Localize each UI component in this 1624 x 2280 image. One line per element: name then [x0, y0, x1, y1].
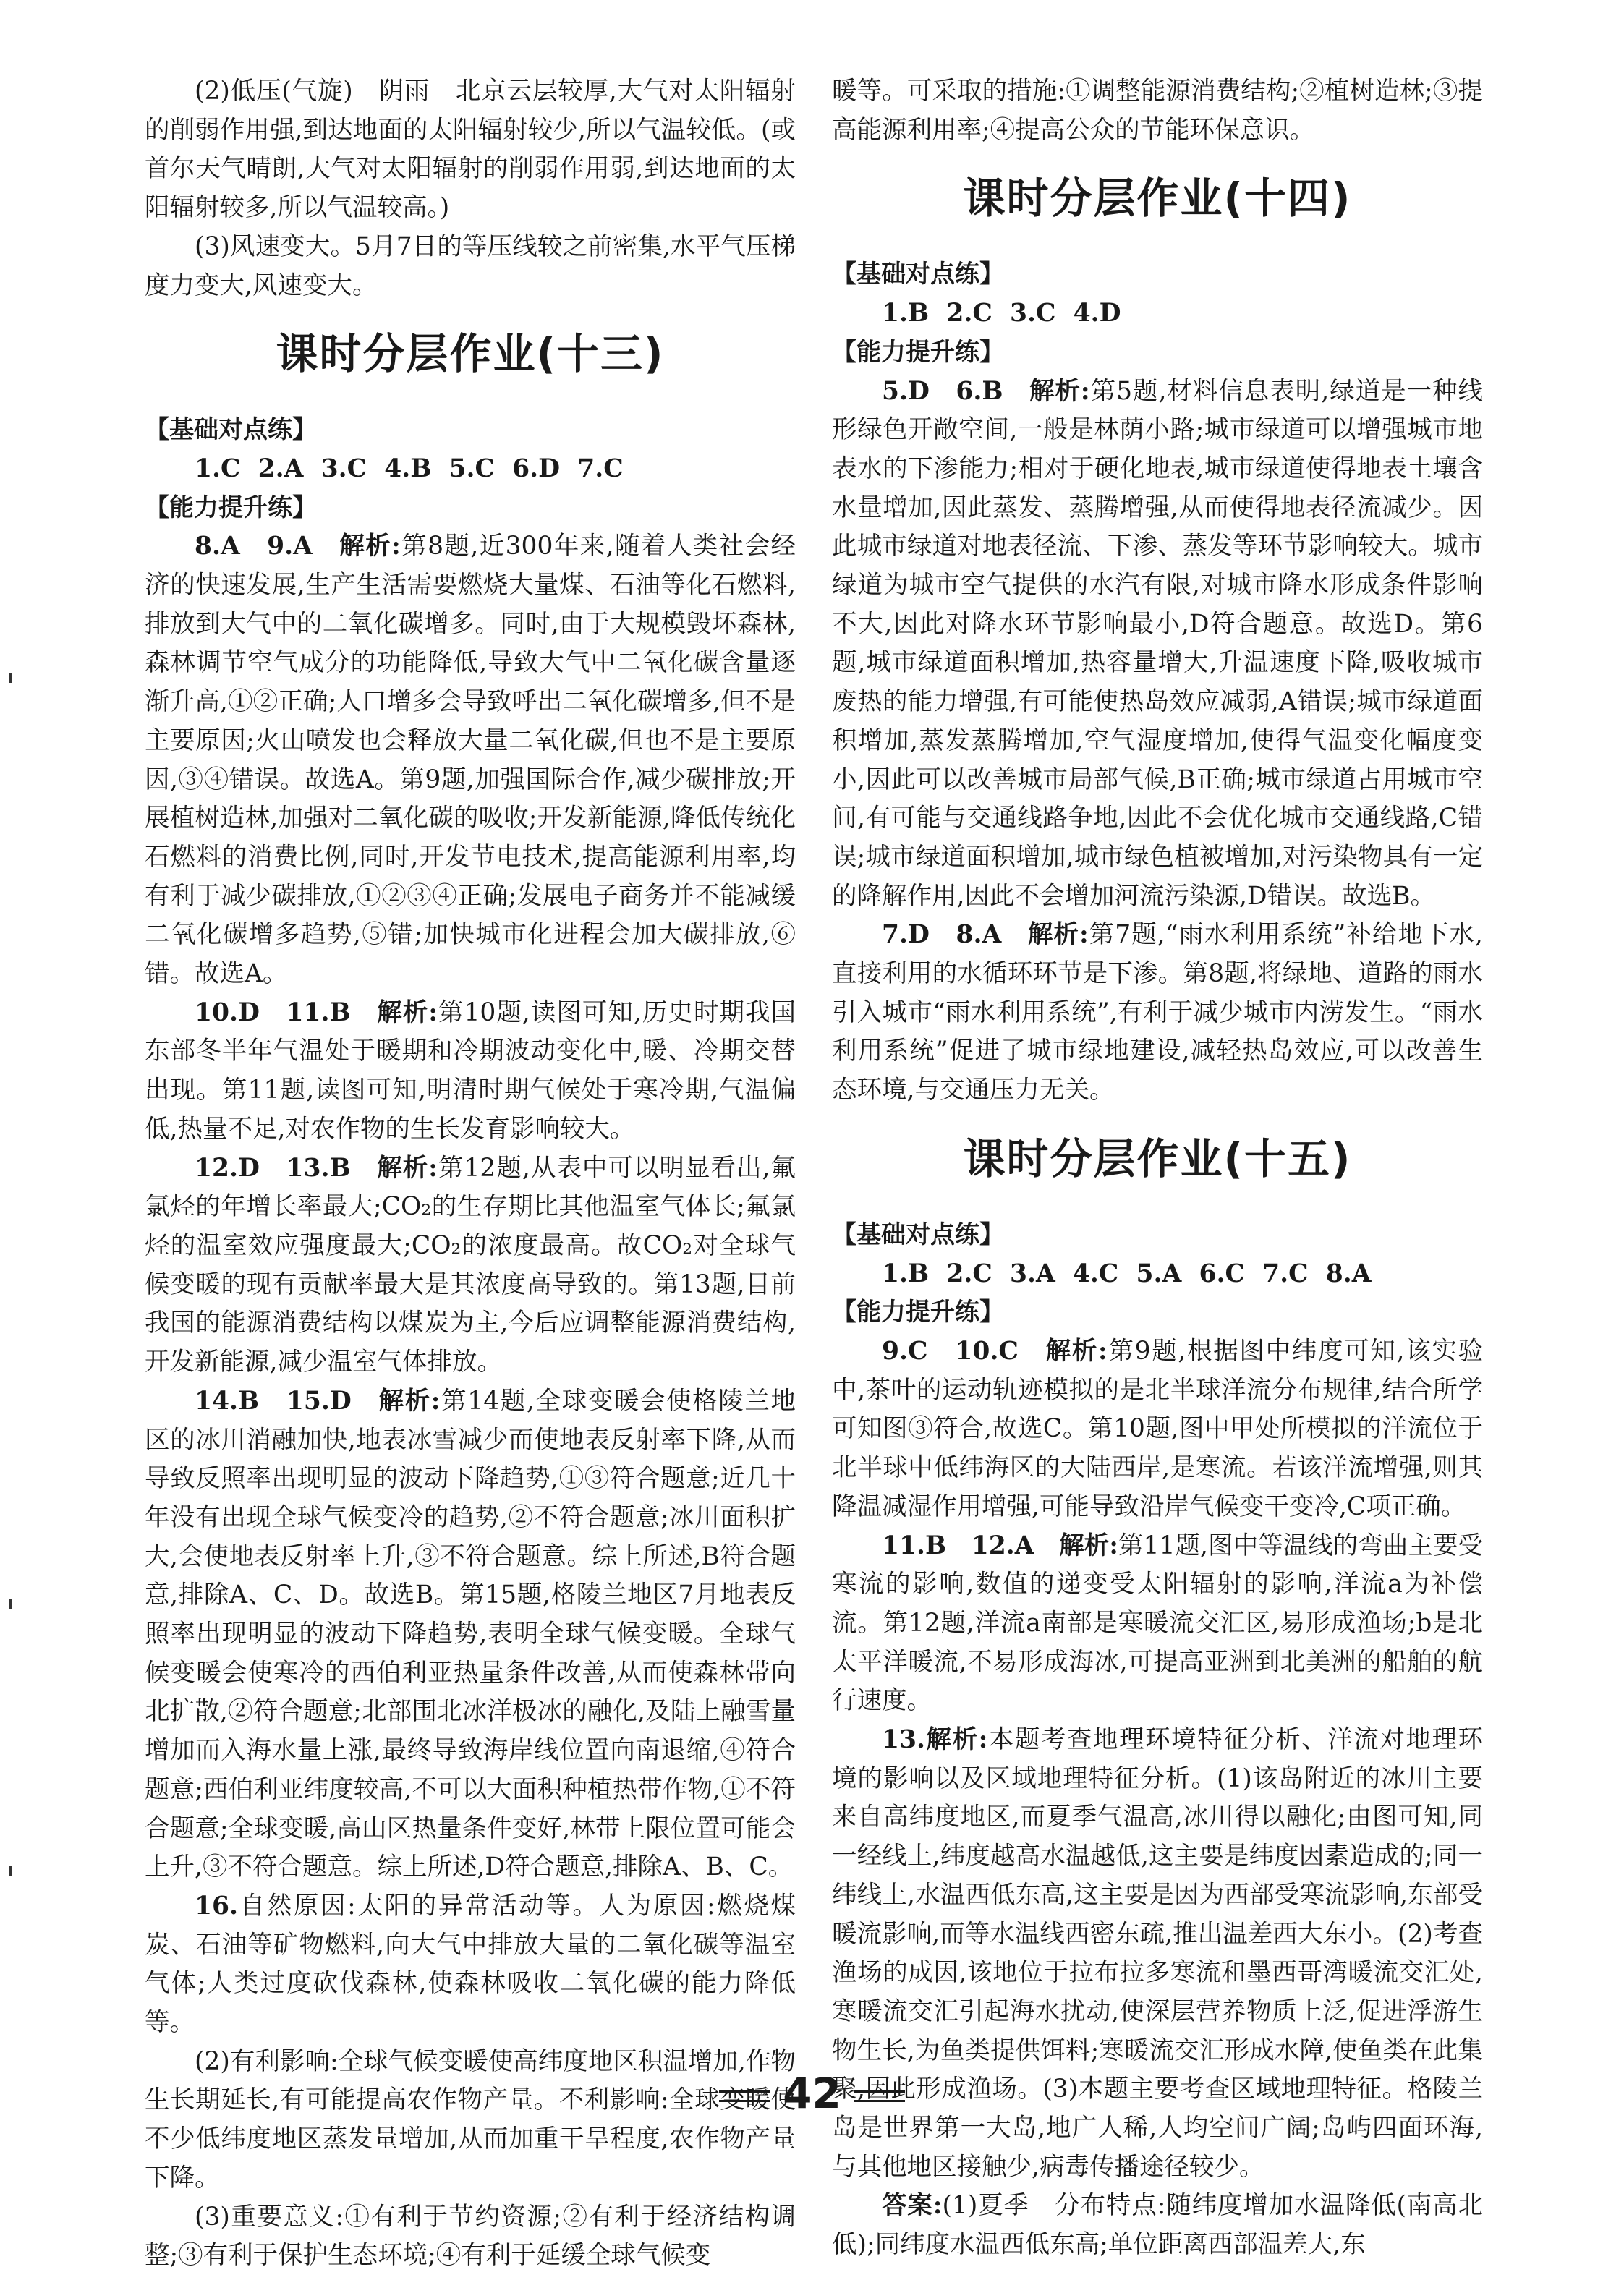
- right-column: [832, 72, 1483, 2265]
- paragraph: [145, 994, 796, 1149]
- section-title: 课时分层作业(十三): [276, 329, 665, 379]
- paragraph: [832, 1527, 1483, 1722]
- answer-item: 5.A: [1136, 1259, 1182, 1288]
- answer-list: [832, 294, 1483, 333]
- paragraph-body: (1)夏季 分布特点:随纬度增加水温降低(南高北低);同纬度水温西低东高;单位距离西部温差大,东: [832, 2191, 1483, 2260]
- paragraph-lead: 5.D 6.B 解析:: [882, 376, 1090, 406]
- paragraph-body: 自然原因:太阳的异常活动等。人为原因:燃烧煤炭、石油等矿物燃料,向大气中排放大量的二氧化碳等温室气体;人类过度砍伐森林,使森林吸收二氧化碳的能力降低等。: [145, 1891, 796, 2038]
- answer-list: [832, 1255, 1483, 1294]
- answer-item: 3.C: [1009, 299, 1056, 328]
- paragraph-lead: 16.: [195, 1891, 239, 1920]
- paragraph-body: 第5题,材料信息表明,绿道是一种线形绿色开敞空间,一般是林荫小路;城市绿道可以增强城市地表水的下渗能力;相对于硬化地表,城市绿道使得地表土壤含水量增加,因此蒸发、蒸腾增强,从而使得地表径流减少。因此城市绿道对地表径流、下渗、蒸发等环节影响较大。城市绿道为城市空气提供的水汽有限,对城市降水形成条件影响不大,因此对降水环节影响最小,D符合题意。故选D。第6题,城市绿道面积增加,热容量增大,升温速度下降,吸收城市废热的能力增强,有可能使热岛效应减弱,A错误;城市绿道面积增加,蒸发蒸腾增加,空气湿度增加,使得气温变化幅度变小,因此可以改善城市局部气候,B正确;城市绿道占用城市空间,有可能与交通线路争地,因此不会优化城市交通线路,C错误;城市绿道面积增加,城市绿色植被增加,对污染物具有一定的降解作用,因此不会增加河流污染源,D错误。故选B。: [832, 376, 1483, 911]
- paragraph-lead: 9.C 10.C 解析:: [882, 1336, 1108, 1366]
- paragraph-body: 第11题,图中等温线的弯曲主要受寒流的影响,数值的递变受太阳辐射的影响,洋流a为补偿流。第12题,洋流a南部是寒暖流交汇区,易形成渔场;b是北太平洋暖流,不易形成海冰,可提高亚洲到北美洲的船舶的航行速度。: [832, 1531, 1483, 1716]
- paragraph-body: 第10题,读图可知,历史时期我国东部冬半年气温处于暖期和冷期波动变化中,暖、冷期交替出现。第11题,读图可知,明清时期气候处于寒冷期,气温偏低,热量不足,对农作物的生长发育影响较大。: [145, 998, 796, 1144]
- paragraph: (3)重要意义:①有利于节约资源;②有利于经济结构调整;③有利于保护生态环境;④有利于延缓全球气候变: [145, 2202, 796, 2271]
- paragraph: [832, 916, 1483, 1110]
- answer-item: 2.C: [946, 1259, 992, 1288]
- footer-rule-right: [854, 2090, 905, 2102]
- paragraph: (2)有利影响:全球气候变暖使高纬度地区积温增加,作物生长期延长,有可能提高农作物产量。不利影响:全球变暖使不少低纬度地区蒸发量增加,从而加重干旱程度,农作物产量下降。: [145, 2046, 796, 2192]
- paragraph-body: 第8题,近300年来,随着人类社会经济的快速发展,生产生活需要燃烧大量煤、石油等化石燃料,排放到大气中的二氧化碳增多。同时,由于大规模毁坏森林,森林调节空气成分的功能降低,导致大气中二氧化碳含量逐渐升高,①②正确;人口增多会导致呼出二氧化碳增多,但不是主要原因;火山喷发也会释放大量二氧化碳,但也不是主要原因,③④错误。故选A。第9题,加强国际合作,减少碳排放;开展植树造林,加强对二氧化碳的吸收;开发新能源,降低传统化石燃料的消费比例,同时,开发节电技术,提高能源利用率,均有利于减少碳排放,①②③④正确;发展电子商务并不能减缓二氧化碳增多趋势,⑤错;加快城市化进程会加大碳排放,⑥错。故选A。: [145, 532, 796, 989]
- paragraph: [145, 1382, 796, 1887]
- answer-item: 6.D: [512, 454, 561, 483]
- answer-item: 7.C: [577, 454, 624, 483]
- section-tag-basic: 【基础对点练】: [832, 260, 1004, 289]
- answer-item: 4.D: [1073, 299, 1121, 328]
- paragraph: (3)风速变大。5月7日的等压线较之前密集,水平气压梯度力变大,风速变大。: [145, 231, 796, 300]
- scan-mark: [9, 1866, 12, 1876]
- answer-item: 8.A: [1325, 1259, 1372, 1288]
- paragraph-lead: 11.B 12.A 解析:: [882, 1531, 1118, 1560]
- footer-rule-left: [719, 2090, 770, 2102]
- answer-item: 7.C: [1262, 1259, 1309, 1288]
- paragraph: [832, 373, 1483, 916]
- paragraph: [832, 2187, 1483, 2264]
- paragraph: (2)低压(气旋) 阴雨 北京云层较厚,大气对太阳辐射的削弱作用强,到达地面的太阳辐射较少,所以气温较低。(或首尔天气晴朗,大气对太阳辐射的削弱作用弱,到达地面的太阳辐射较多,所以气温较高。): [145, 77, 796, 223]
- paragraph-lead: 7.D 8.A 解析:: [882, 920, 1089, 950]
- answer-item: 3.C: [320, 454, 367, 483]
- scan-mark: [9, 673, 12, 683]
- page-number: 42: [783, 2069, 841, 2118]
- paragraph-lead: 12.D 13.B 解析:: [195, 1153, 438, 1183]
- paragraph: [832, 1332, 1483, 1527]
- answer-item: 2.A: [258, 454, 304, 483]
- paragraph-body: 第14题,全球变暖会使格陵兰地区的冰川消融加快,地表冰雪减少而使地表反射率下降,从而导致反照率出现明显的波动下降趋势,①③符合题意;近几十年没有出现全球气候变冷的趋势,②不符合题意;冰川面积扩大,会使地表反射率上升,③不符合题意。综上所述,B符合题意,排除A、C、D。故选B。第15题,格陵兰地区7月地表反照率出现明显的波动下降趋势,表明全球气候变暖。全球气候变暖会使寒冷的西伯利亚热量条件改善,从而使森林带向北扩散,②符合题意;北部围北冰洋极冰的融化,及陆上融雪量增加而入海水量上涨,最终导致海岸线位置向南退缩,④符合题意;西伯利亚纬度较高,不可以大面积种植热带作物,①不符合题意;全球变暖,高山区热量条件变好,林带上限位置可能会上升,③不符合题意。综上所述,D符合题意,排除A、B、C。: [145, 1386, 796, 1882]
- answer-item: 4.B: [384, 454, 432, 483]
- page-footer: [0, 2069, 1624, 2118]
- paragraph-lead: 答案:: [882, 2191, 943, 2221]
- paragraph-lead: 14.B 15.D 解析:: [195, 1386, 441, 1416]
- paragraph: [145, 1887, 796, 2043]
- paragraph-lead: 13.解析:: [882, 1725, 988, 1755]
- paragraph-body: 第7题,“雨水利用系统”补给地下水,直接利用的水循环环节是下渗。第8题,将绿地、道路的雨水引入城市“雨水利用系统”,有利于减少城市内涝发生。“雨水利用系统”促进了城市绿地建设,减轻热岛效应,可以改善生态环境,与交通压力无关。: [832, 920, 1483, 1105]
- paragraph: [145, 527, 796, 993]
- answer-item: 3.A: [1009, 1259, 1055, 1288]
- section-title: 课时分层作业(十四): [963, 174, 1352, 224]
- answer-item: 6.C: [1199, 1259, 1245, 1288]
- section-tag-basic: 【基础对点练】: [832, 1220, 1004, 1249]
- left-column: [145, 72, 796, 2276]
- answer-item: 4.C: [1072, 1259, 1119, 1288]
- answer-list: [145, 450, 796, 489]
- paragraph-lead: 10.D 11.B 解析:: [195, 998, 438, 1027]
- section-tag-basic: 【基础对点练】: [145, 415, 317, 445]
- paragraph-body: 本题考查地理环境特征分析、洋流对地理环境的影响以及区域地理特征分析。(1)该岛附近的冰川主要来自高纬度地区,而夏季气温高,冰川得以融化;由图可知,同一经线上,纬度越高水温越低,这主要是纬度因素造成的;同一纬线上,水温西低东高,这主要是因为西部受寒流影响,东部受暖流影响,而等水温线西密东疏,推出温差西大东小。(2)考查渔场的成因,该地位于拉布拉多寒流和墨西哥湾暖流交汇处,寒暖流交汇引起海水扰动,使深层营养物质上泛,促进浮游生物生长,为鱼类提供饵料;寒暖流交汇形成水障,使鱼类在此集聚,因此形成渔场。(3)本题主要考查区域地理特征。格陵兰岛是世界第一大岛,地广人稀,人均空间广阔;岛屿四面环海,与其他地区接触少,病毒传播途径较少。: [832, 1725, 1483, 2182]
- paragraph: 暖等。可采取的措施:①调整能源消费结构;②植树造林;③提高能源利用率;④提高公众的节能环保意识。: [832, 77, 1483, 145]
- answer-item: 5.C: [448, 454, 495, 483]
- scan-mark: [9, 1599, 12, 1609]
- paragraph-lead: 8.A 9.A 解析:: [195, 532, 401, 561]
- paragraph: [145, 1149, 796, 1382]
- section-tag-advanced: 【能力提升练】: [832, 337, 1004, 367]
- answer-item: 1.B: [882, 299, 930, 328]
- paragraph-body: 第9题,根据图中纬度可知,该实验中,茶叶的运动轨迹模拟的是北半球洋流分布规律,结合所学可知图③符合,故选C。第10题,图中甲处所模拟的洋流位于北半球中低纬海区的大陆西岸,是寒流。若该洋流增强,则其降温减湿作用增强,可能导致沿岸气候变干变冷,C项正确。: [832, 1336, 1483, 1521]
- answer-item: 1.B: [882, 1259, 930, 1288]
- answer-item: 2.C: [946, 299, 992, 328]
- answer-item: 1.C: [195, 454, 241, 483]
- paragraph-body: 第12题,从表中可以明显看出,氟氯烃的年增长率最大;CO₂的生存期比其他温室气体长;氟氯烃的温室效应强度最大;CO₂的浓度最高。故CO₂对全球气候变暖的现有贡献率最大是其浓度高导致的。第13题,目前我国的能源消费结构以煤炭为主,今后应调整能源消费结构,开发新能源,减少温室气体排放。: [145, 1153, 796, 1377]
- section-tag-advanced: 【能力提升练】: [145, 493, 317, 522]
- section-tag-advanced: 【能力提升练】: [832, 1298, 1004, 1327]
- section-title: 课时分层作业(十五): [963, 1133, 1352, 1183]
